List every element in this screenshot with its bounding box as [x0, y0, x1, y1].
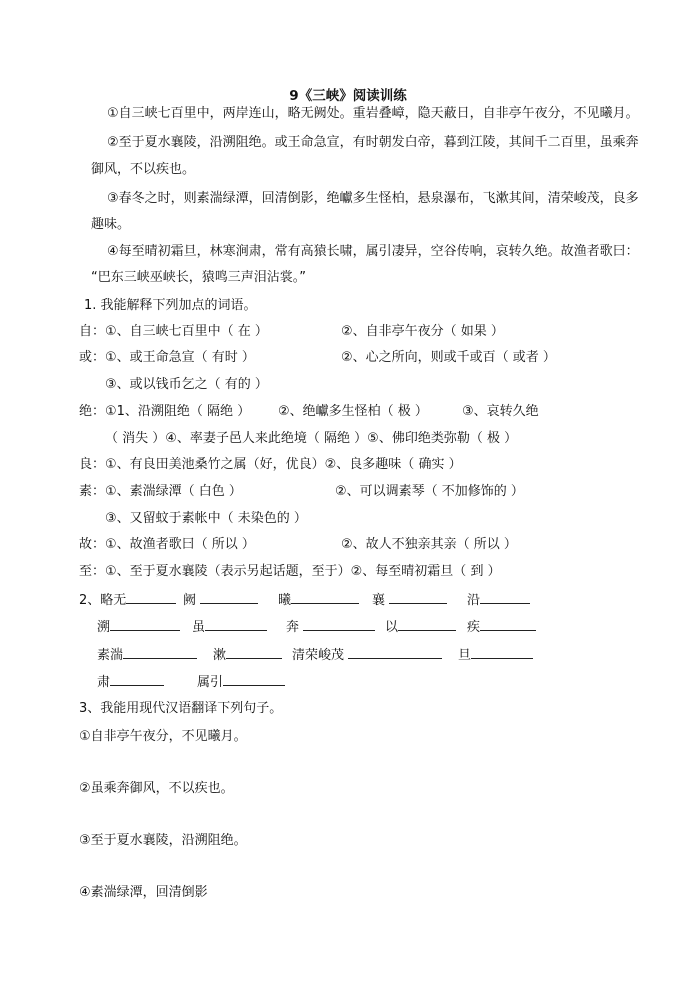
- q2-term: 虽: [192, 620, 206, 635]
- passage-paragraph-4-cont: “巴东三峡巫峡长，猿鸣三声泪沾裳。”: [91, 270, 306, 285]
- q2-blank[interactable]: [126, 590, 176, 604]
- q2-blank[interactable]: [389, 590, 447, 604]
- q1-line-7a: 素：①、素湍绿潭（ 白色 ）: [79, 484, 242, 499]
- q1-line-4b: ②、绝巘多生怪柏（ 极 ）: [278, 404, 428, 419]
- q1-line-2b: ②、心之所向，则或千或百（ 或者 ）: [341, 350, 556, 365]
- q2-blank[interactable]: [303, 617, 375, 631]
- q2-blank[interactable]: [200, 590, 258, 604]
- q2-blank[interactable]: [480, 590, 530, 604]
- q2-term: 襄: [372, 593, 386, 608]
- q2-blank[interactable]: [398, 617, 456, 631]
- passage-paragraph-2-cont: 御风，不以疾也。: [91, 162, 196, 177]
- q1-line-10: 至：①、至于夏水襄陵（表示另起话题，至于）②、每至晴初霜旦（ 到 ）: [79, 564, 501, 579]
- q2-blank[interactable]: [110, 617, 180, 631]
- q2-term: 奔: [286, 620, 300, 635]
- q3-item-3: ③至于夏水襄陵，沿溯阻绝。: [79, 833, 247, 848]
- passage-paragraph-2: ②至于夏水襄陵，沿溯阻绝。或王命急宣，有时朝发白帝，暮到江陵，其间千二百里，虽乘奔: [107, 135, 639, 150]
- q1-line-1a: 自：①、自三峡七百里中（ 在 ）: [79, 324, 268, 339]
- passage-paragraph-4: ④每至晴初霜旦，林寒涧肃，常有高猿长啸，属引凄异，空谷传响，哀转久绝。故渔者歌曰：: [107, 244, 639, 259]
- q1-line-4c: ③、哀转久绝: [462, 404, 539, 419]
- q2-blank[interactable]: [205, 617, 267, 631]
- q1-line-3: ③、或以钱币乞之（ 有的 ）: [105, 377, 268, 392]
- passage-paragraph-3-cont: 趣味。: [91, 217, 131, 232]
- q3-item-4: ④素湍绿潭，回清倒影: [79, 885, 208, 900]
- q3-item-2: ②虽乘奔御风，不以疾也。: [79, 781, 234, 796]
- q2-term: 属引: [197, 675, 224, 690]
- q2-blank[interactable]: [123, 645, 197, 659]
- q2-term: 疾: [467, 620, 481, 635]
- q2-term: 清荣峻茂: [292, 648, 345, 663]
- q3-title: 3、我能用现代汉语翻译下列句子。: [79, 701, 283, 716]
- q2-term: 略无: [100, 593, 127, 608]
- q1-line-1b: ②、自非亭午夜分（ 如果 ）: [341, 324, 504, 339]
- q2-blank[interactable]: [480, 617, 536, 631]
- q2-term: 肃: [97, 675, 111, 690]
- page-title: 9《三峡》阅读训练: [289, 88, 407, 104]
- q1-line-9b: ②、故人不独亲其亲（ 所以 ）: [341, 537, 517, 552]
- q2-term: 素湍: [97, 648, 124, 663]
- q3-item-1: ①自非亭午夜分，不见曦月。: [79, 729, 247, 744]
- q1-title: 1. 我能解释下列加点的词语。: [84, 298, 257, 313]
- q2-blank[interactable]: [110, 672, 164, 686]
- passage-paragraph-3: ③春冬之时，则素湍绿潭，回清倒影，绝巘多生怪柏，悬泉瀑布，飞漱其间，清荣峻茂，良多: [107, 191, 639, 206]
- q2-blank[interactable]: [291, 590, 359, 604]
- q1-line-6: 良：①、有良田美池桑竹之属（好，优良）②、良多趣味（ 确实 ）: [79, 457, 462, 472]
- q1-line-5: （ 消失 ）④、率妻子邑人来此绝境（ 隔绝 ）⑤、佛印绝类弥勒（ 极 ）: [105, 431, 518, 446]
- q2-term: 溯: [97, 620, 111, 635]
- q1-line-9a: 故：①、故渔者歌曰（ 所以 ）: [79, 537, 255, 552]
- q2-term: 曦: [278, 593, 292, 608]
- q2-term: 以: [385, 620, 399, 635]
- passage-paragraph-1: ①自三峡七百里中，两岸连山，略无阙处。重岩叠嶂，隐天蔽日，自非亭午夜分，不见曦月。: [107, 106, 639, 121]
- q2-row-1: 2、略无: [79, 590, 176, 611]
- q1-line-2a: 或：①、或王命急宣（ 有时 ）: [79, 350, 255, 365]
- q2-blank[interactable]: [226, 645, 282, 659]
- q1-line-8: ③、又留蚊于素帐中（ 未染色的 ）: [105, 511, 307, 526]
- q2-blank[interactable]: [348, 645, 442, 659]
- q2-blank[interactable]: [471, 645, 533, 659]
- q2-term: 阙: [183, 593, 197, 608]
- q1-line-7b: ②、可以调素琴（ 不加修饰的 ）: [335, 484, 524, 499]
- q2-term: 漱: [213, 648, 227, 663]
- q2-term: 沿: [467, 593, 481, 608]
- q2-blank[interactable]: [223, 672, 285, 686]
- q2-term: 旦: [458, 648, 472, 663]
- q1-line-4a: 绝：①1、沿溯阻绝（ 隔绝 ）: [79, 404, 251, 419]
